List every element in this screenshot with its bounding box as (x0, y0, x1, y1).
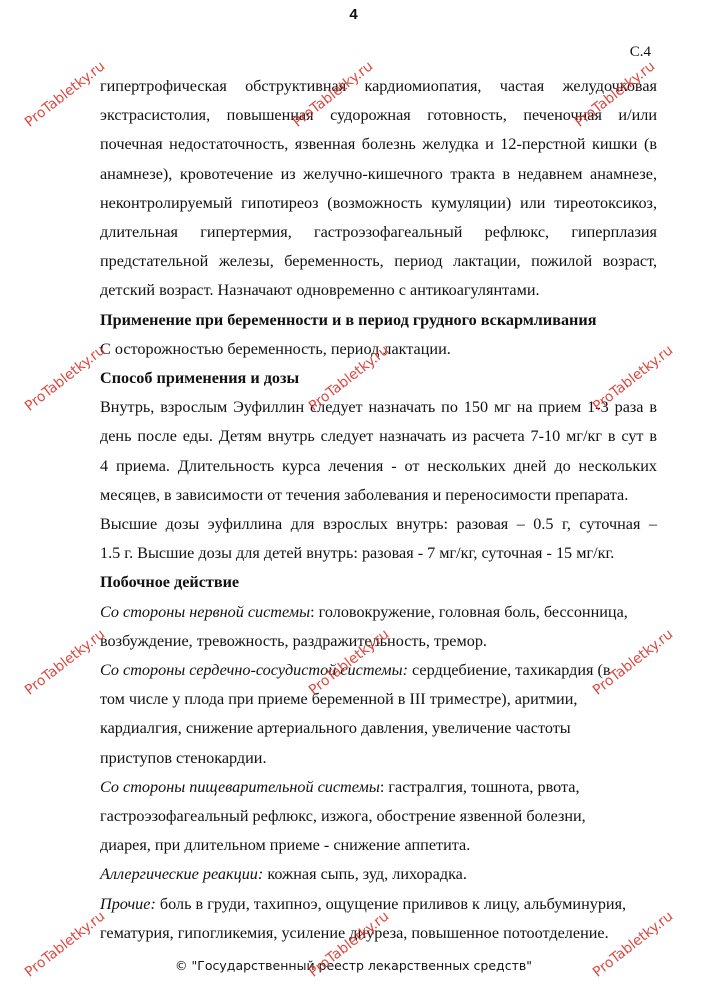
side-allergy-text: кожная сыпь, зуд, лихорадка. (263, 865, 467, 884)
side-cardio-label: Со стороны сердечно-сосудистой системы: (100, 661, 408, 680)
heading-pregnancy: Применение при беременности и в период грудного вскармливания (100, 310, 597, 329)
side-allergy-label: Аллергические реакции: (100, 865, 264, 884)
side-cardio (100, 656, 657, 685)
body-line: неконтролируемый гипотиреоз (возможность кумуляции) или тиреотоксикоз, (100, 193, 657, 212)
body-line: длительная гипертермия, гастроэзофагеальный рефлюкс, гиперплазия (100, 223, 657, 242)
dosage-line: Высшие дозы эуфиллина для взрослых внутрь: разовая – 0.5 г, суточная – (100, 515, 657, 534)
watermark: ProTabletky.ru (22, 908, 109, 981)
dosage-line: 4 приема. Длительность курса лечения - от нескольких дней до нескольких (100, 456, 657, 475)
dosage-line: месяцев, в зависимости от течения заболевания и переносимости препарата. (100, 485, 629, 504)
watermark: ProTabletky.ru (22, 58, 109, 131)
side-cardio-line-2: том числе у плода при приеме беременной в III триместре), аритмии, (100, 690, 578, 709)
page-number: 4 (349, 6, 358, 23)
body-line: гипертрофическая обструктивная кардиомиопатия, частая желудочковая (100, 77, 657, 95)
dosage-line: день после еды. Детям внутрь следует назначать из расчета 7-10 мг/кг в сут в (100, 427, 657, 446)
footer-copyright: © "Государственный реестр лекарственных средств" (175, 958, 532, 973)
watermark: ProTabletky.ru (590, 908, 677, 981)
side-other (100, 890, 657, 919)
side-digest (100, 773, 657, 802)
side-digest-label: Со стороны пищеварительной системы (100, 777, 380, 796)
side-nervous-text: : головокружение, головная боль, бессонница, (310, 602, 628, 621)
watermark: ProTabletky.ru (22, 342, 109, 415)
watermark: ProTabletky.ru (590, 342, 677, 415)
watermark: ProTabletky.ru (572, 58, 659, 131)
body-line: детский возраст. Назначают одновременно с антикоагулянтами. (100, 281, 540, 300)
dosage-line: 1.5 г. Высшие дозы для детей внутрь: разовая - 7 мг/кг, суточная - 15 мг/кг. (100, 544, 615, 563)
side-allergy (100, 860, 657, 889)
heading-side-effects: Побочное действие (100, 573, 240, 592)
body-line: экстрасистолия, повышенная судорожная готовность, печеночная и/или (100, 106, 657, 125)
pregnancy-text: С осторожностью беременность, период лактации. (100, 339, 451, 358)
watermark: ProTabletky.ru (590, 626, 677, 699)
side-digest-text: : гастралгия, тошнота, рвота, (379, 777, 580, 796)
page-reference: С.4 (629, 44, 651, 60)
side-other-text: боль в груди, тахипноэ, ощущение приливов к лицу, альбуминурия, (155, 894, 627, 913)
watermark: ProTabletky.ru (306, 342, 393, 415)
document-body (100, 72, 657, 948)
watermark: ProTabletky.ru (22, 626, 109, 699)
body-line: анамнезе), кровотечение из желучно-кишечного тракта в недавнем анамнезе, (100, 164, 657, 183)
side-cardio-line-3: кардиалгия, снижение артериального давления, увеличение частоты (100, 719, 571, 738)
dosage-line: Внутрь, взрослым Эуфиллин следует назначать по 150 мг на прием 1-3 раза в (100, 398, 657, 417)
side-cardio-line-4: приступов стенокардии. (100, 748, 267, 767)
side-nervous-label: Со стороны нервной системы (100, 602, 311, 621)
body-line: почечная недостаточность, язвенная болезнь желудка и 12-перстной кишки (в (100, 135, 657, 154)
watermark: ProTabletky.ru (306, 626, 393, 699)
watermark: ProTabletky.ru (306, 908, 393, 981)
watermark: ProTabletky.ru (290, 58, 377, 131)
side-other-line-2: гематурия, гипогликемия, усиление диуреза, повышенное потоотделение. (100, 923, 609, 942)
side-cardio-text: сердцебиение, тахикардия (в (407, 661, 611, 680)
side-digest-line-3: диарея, при длительном приеме - снижение аппетита. (100, 836, 471, 855)
heading-dosage: Способ применения и дозы (100, 369, 300, 388)
body-line: предстательной железы, беременность, период лактации, пожилой возраст, (100, 252, 657, 271)
side-nervous-line-2: возбуждение, тревожность, раздражительность, тремор. (100, 631, 487, 650)
side-other-label: Прочие: (100, 894, 156, 913)
side-nervous (100, 598, 657, 627)
side-digest-line-2: гастроэзофагеальный рефлюкс, изжога, обострение язвенной болезни, (100, 807, 586, 826)
